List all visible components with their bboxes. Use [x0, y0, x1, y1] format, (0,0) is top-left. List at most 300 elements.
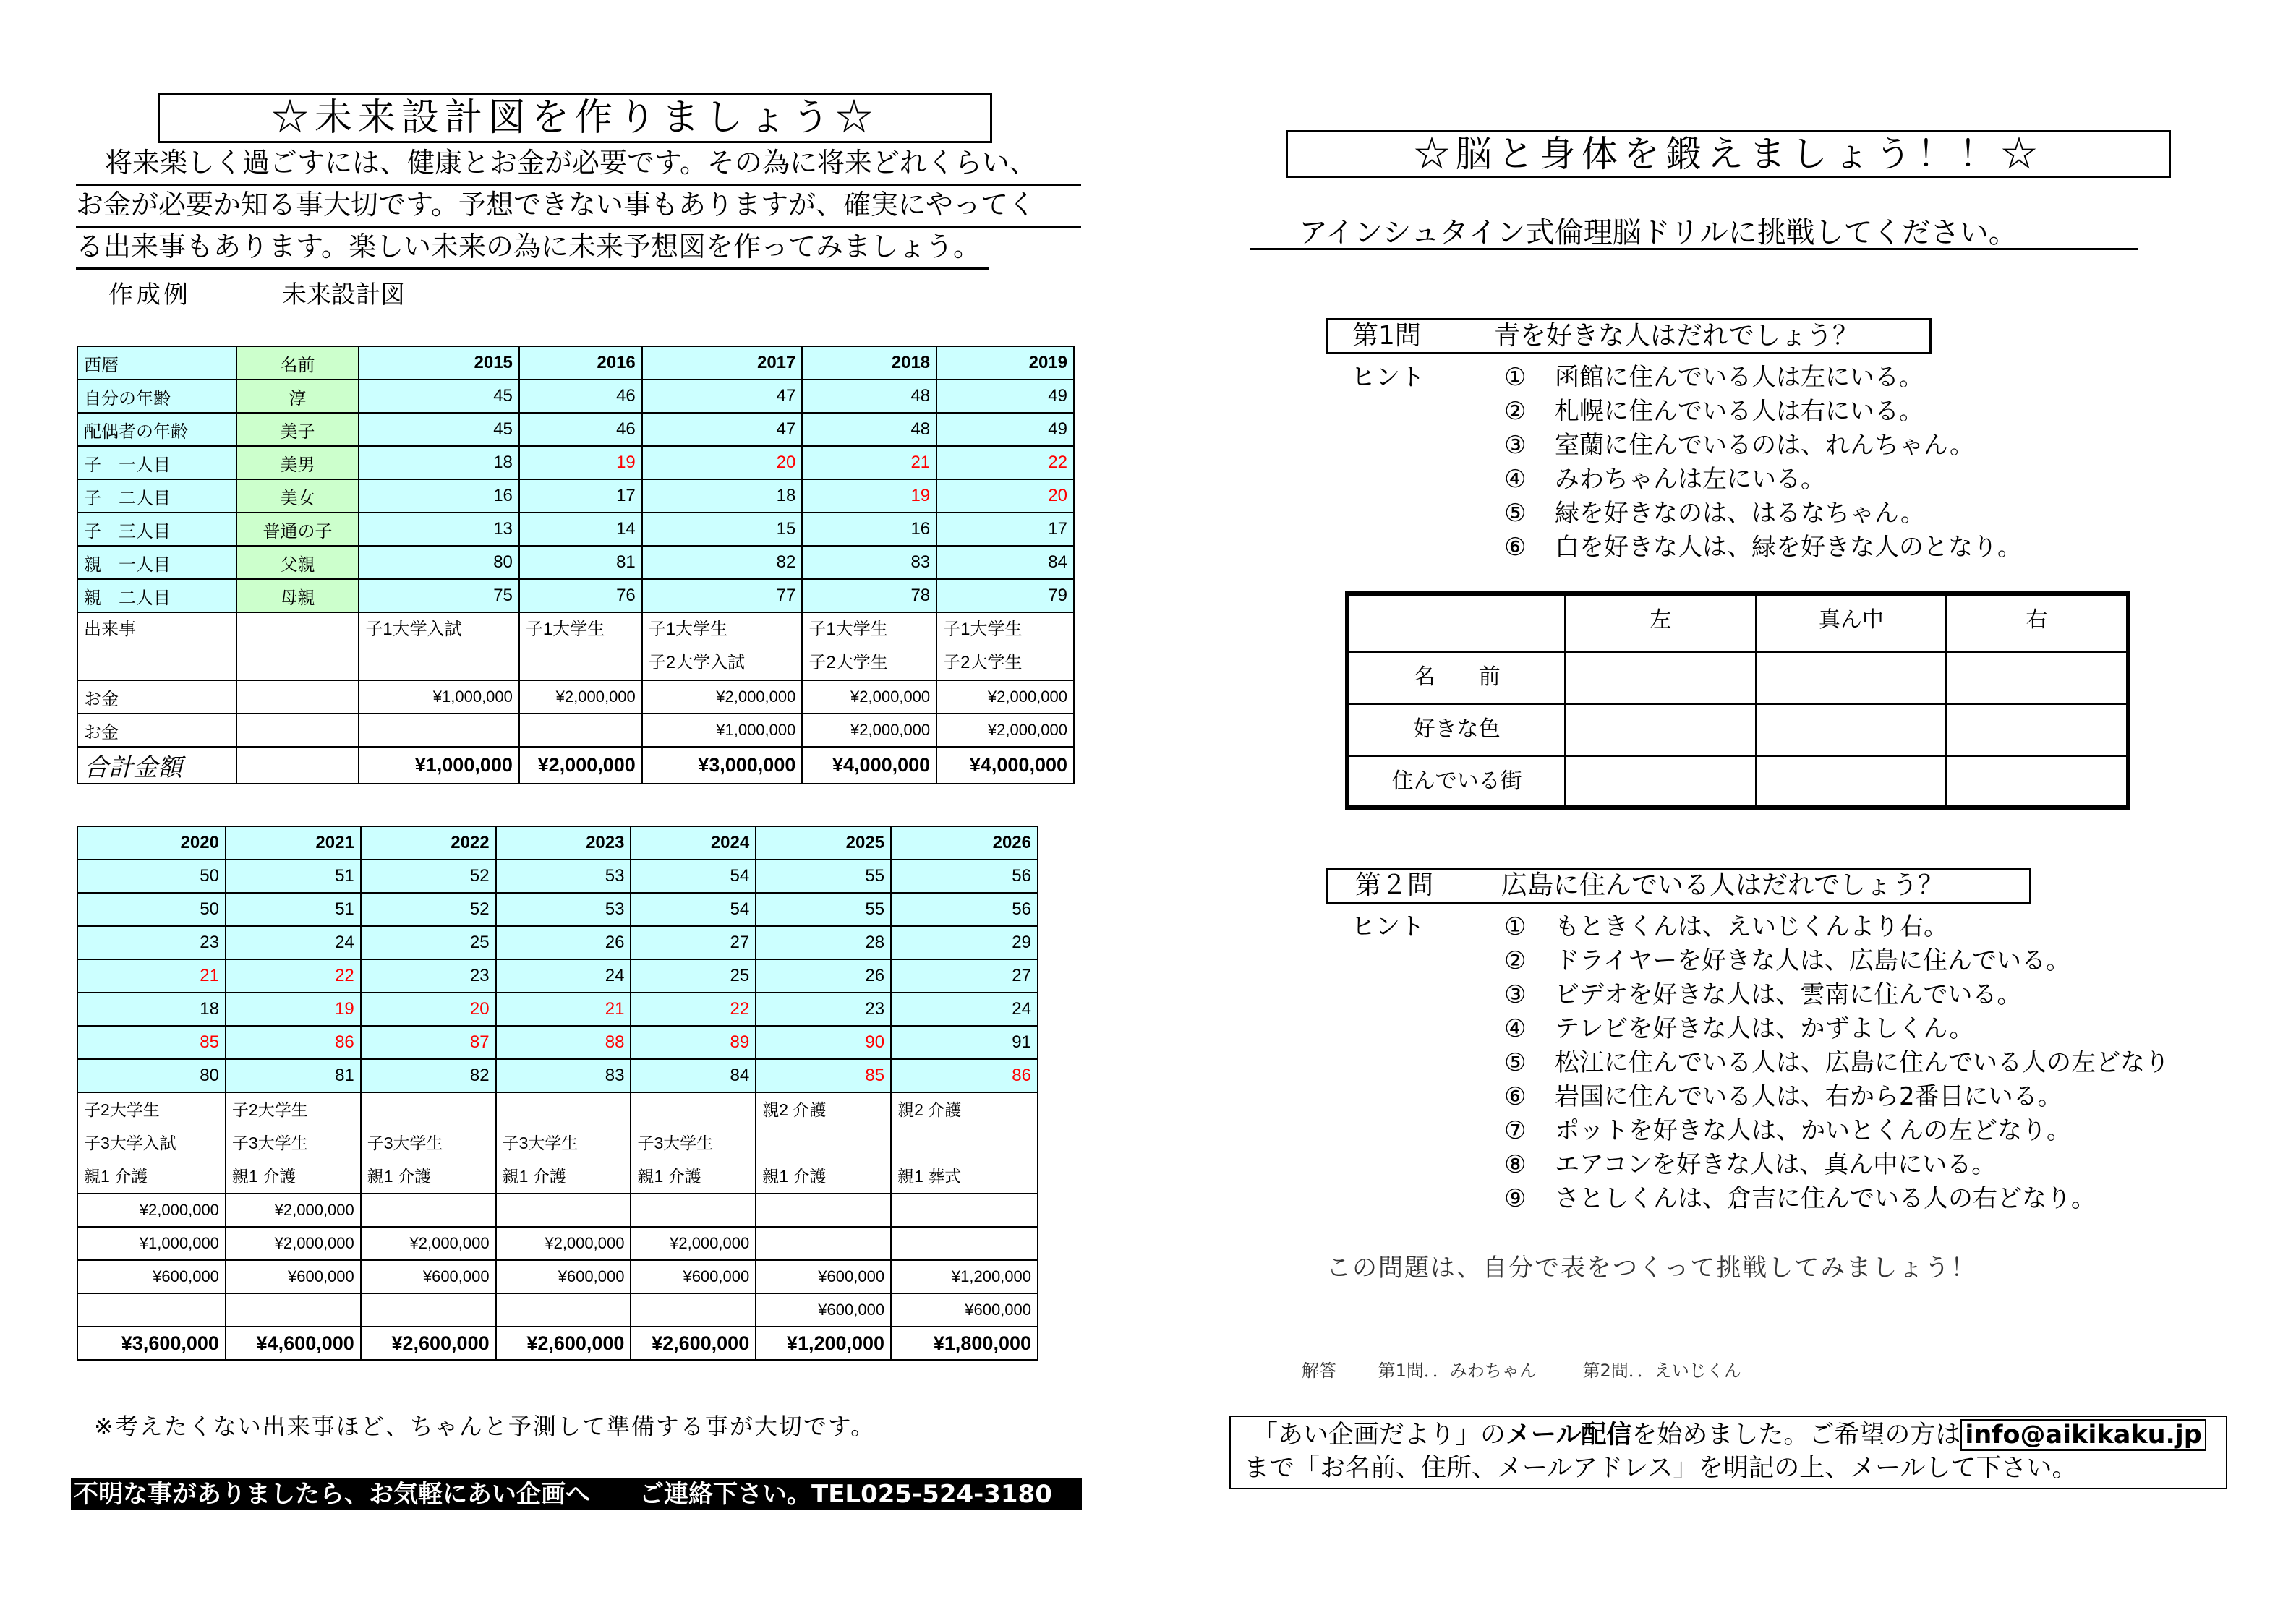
header-cell: 2017: [642, 346, 803, 380]
answer-label: 解答: [1302, 1361, 1336, 1381]
table-header-row: [77, 826, 1038, 860]
age-cell: 82: [361, 1059, 496, 1092]
hint-number: ⑥: [1504, 533, 1527, 562]
hint-number: ⑤: [1504, 499, 1527, 528]
age-cell: 56: [891, 893, 1038, 926]
money-cell: [226, 1293, 361, 1327]
money-cell: ¥2,000,000: [226, 1194, 361, 1227]
money-cell: ¥600,000: [226, 1260, 361, 1293]
money-cell: ¥600,000: [756, 1293, 891, 1327]
answer-line: [1302, 1356, 1741, 1382]
age-cell: 27: [631, 926, 756, 959]
hint-item: [1504, 907, 1948, 942]
money-cell: ¥2,000,000: [226, 1227, 361, 1260]
hint-item: [1504, 391, 1924, 427]
money-cell: [496, 1194, 631, 1227]
money-cell: ¥2,000,000: [802, 680, 936, 714]
intro-line-2: お金が必要か知る事大切です。予想できない事もありますが、確実にやってく: [76, 184, 1081, 228]
mail-email[interactable]: info@aikikaku.jp: [1960, 1419, 2206, 1451]
total-cell: ¥1,800,000: [891, 1327, 1038, 1360]
age-cell: 76: [519, 579, 642, 612]
grid-answer-cell[interactable]: [1566, 703, 1756, 755]
q1-hint-label: ヒント: [1351, 363, 1425, 392]
age-cell: 49: [936, 380, 1074, 413]
age-cell: 17: [519, 479, 642, 513]
hint-text: さとしくんは、倉吉に住んでいる人の右どなり。: [1555, 1184, 2096, 1213]
example-title: 未来設計図: [282, 281, 405, 309]
left-title: ☆未来設計図を作りましょう☆: [158, 93, 992, 143]
answer-grid: [1345, 591, 2130, 810]
mail-line-1: [1252, 1418, 2226, 1452]
money-cell: ¥2,000,000: [77, 1194, 226, 1227]
money-cell: ¥2,000,000: [936, 714, 1074, 747]
hint-item: [1504, 941, 2070, 976]
event-cell: 子2大学生 子3大学入試 親1 介護: [77, 1092, 226, 1194]
money-cell: ¥600,000: [77, 1260, 226, 1293]
total-cell: ¥1,200,000: [756, 1327, 891, 1360]
age-cell: 77: [642, 579, 803, 612]
age-cell: 48: [802, 413, 936, 446]
table-row: [77, 1026, 1038, 1059]
grid-answer-cell[interactable]: [1756, 703, 1946, 755]
answer-q1: 第1問．．みわちゃん: [1378, 1361, 1537, 1381]
event-cell: 子3大学生 親1 介護: [631, 1092, 756, 1194]
money-cell: ¥1,200,000: [891, 1260, 1038, 1293]
hint-item: [1504, 1178, 2096, 1214]
table-row: [77, 513, 1074, 546]
row-label: 子 三人目: [77, 513, 236, 546]
event-cell: 親2 介護 親1 葬式: [891, 1092, 1038, 1194]
mail-pre: 「あい企画だより」の: [1252, 1421, 1506, 1449]
q2-hint-label: ヒント: [1351, 912, 1425, 941]
hint-text: 松江に住んでいる人は、広島に住んでいる人の左どなり: [1555, 1048, 2169, 1077]
money-cell: ¥1,000,000: [642, 714, 803, 747]
money-row: [77, 1260, 1038, 1293]
age-cell: 45: [359, 380, 519, 413]
events-row: [77, 612, 1074, 680]
money-cell: [891, 1194, 1038, 1227]
total-cell: ¥3,600,000: [77, 1327, 226, 1360]
age-cell: 23: [77, 926, 226, 959]
age-cell: 19: [226, 993, 361, 1026]
money-cell: ¥600,000: [631, 1260, 756, 1293]
age-cell: 48: [802, 380, 936, 413]
hint-item: [1504, 1110, 2071, 1146]
header-cell: 西暦: [77, 346, 236, 380]
header-cell: 2016: [519, 346, 642, 380]
header-cell: 2025: [756, 826, 891, 860]
hint-text: 緑を好きなのは、はるなちゃん。: [1555, 499, 1926, 528]
event-cell: 子1大学生 子2大学生: [936, 612, 1074, 680]
age-cell: 26: [756, 959, 891, 993]
total-cell: ¥4,000,000: [802, 747, 936, 784]
age-cell: 54: [631, 860, 756, 893]
hint-text: エアコンを好きな人は、真ん中にいる。: [1555, 1150, 1997, 1179]
money-cell: [631, 1293, 756, 1327]
hint-item: [1504, 1144, 1996, 1180]
total-cell: ¥3,000,000: [642, 747, 803, 784]
age-cell: 29: [891, 926, 1038, 959]
age-cell: 20: [936, 479, 1074, 513]
money-empty: [236, 680, 359, 714]
age-cell: 22: [226, 959, 361, 993]
money-row: [77, 1194, 1038, 1227]
age-cell: 26: [496, 926, 631, 959]
hint-number: ④: [1504, 465, 1527, 494]
mail-box: [1229, 1416, 2227, 1489]
row-name: 母親: [236, 579, 359, 612]
challenge-text: この問題は、自分で表をつくって挑戦してみましょう！: [1326, 1254, 1977, 1282]
money-empty: [236, 714, 359, 747]
event-cell: 子3大学生 親1 介護: [496, 1092, 631, 1194]
event-cell: 子3大学生 親1 介護: [361, 1092, 496, 1194]
header-cell: 2015: [359, 346, 519, 380]
age-cell: 16: [359, 479, 519, 513]
hint-number: ⑦: [1504, 1116, 1527, 1145]
event-cell: 子1大学生 子2大学生: [802, 612, 936, 680]
age-cell: 50: [77, 860, 226, 893]
money-cell: ¥600,000: [891, 1293, 1038, 1327]
row-label: 子 二人目: [77, 479, 236, 513]
hint-text: ドライヤーを好きな人は、広島に住んでいる。: [1555, 946, 2070, 975]
hint-number: ⑥: [1504, 1082, 1527, 1111]
table-row: [77, 413, 1074, 446]
money-cell: ¥2,000,000: [642, 680, 803, 714]
age-cell: 46: [519, 413, 642, 446]
age-cell: 14: [519, 513, 642, 546]
mail-mid: を始めました。ご希望の方は: [1631, 1421, 1961, 1449]
grid-row: [1347, 651, 2128, 703]
header-cell: 2026: [891, 826, 1038, 860]
age-cell: 21: [77, 959, 226, 993]
age-cell: 18: [77, 993, 226, 1026]
hint-text: ポットを好きな人は、かいとくんの左どなり。: [1555, 1116, 2071, 1145]
age-cell: 27: [891, 959, 1038, 993]
example-label: 作成例: [108, 281, 191, 309]
q1-question: 青を好きな人はだれでしょう？: [1494, 321, 1859, 351]
event-cell: 子1大学生 子2大学入試: [642, 612, 803, 680]
age-cell: 54: [631, 893, 756, 926]
age-cell: 21: [802, 446, 936, 479]
money-label: お金: [77, 714, 236, 747]
money-cell: [361, 1293, 496, 1327]
events-empty: [236, 612, 359, 680]
q1-box: [1326, 318, 1932, 354]
row-label: 子 一人目: [77, 446, 236, 479]
age-cell: 85: [756, 1059, 891, 1092]
money-row: [77, 1293, 1038, 1327]
q2-question: 広島に住んでいる人はだれでしょう？: [1501, 870, 1945, 900]
age-cell: 45: [359, 413, 519, 446]
hint-text: 白を好きな人は、緑を好きな人のとなり。: [1555, 533, 2022, 562]
money-cell: ¥2,000,000: [496, 1227, 631, 1260]
age-cell: 25: [361, 926, 496, 959]
money-cell: ¥2,000,000: [631, 1227, 756, 1260]
hint-item: [1504, 975, 2021, 1010]
header-cell: 2019: [936, 346, 1074, 380]
total-cell: ¥4,000,000: [936, 747, 1074, 784]
age-cell: 13: [359, 513, 519, 546]
money-cell: [756, 1194, 891, 1227]
hint-number: ③: [1504, 980, 1527, 1009]
hint-number: ⑨: [1504, 1184, 1527, 1213]
age-cell: 51: [226, 893, 361, 926]
age-cell: 25: [631, 959, 756, 993]
money-cell: [361, 1194, 496, 1227]
table-row: [77, 446, 1074, 479]
grid-row-label: 名 前: [1347, 651, 1566, 703]
q1-label: 第1問: [1352, 321, 1421, 351]
grid-answer-cell[interactable]: [1756, 755, 1946, 808]
hint-number: ⑤: [1504, 1048, 1527, 1077]
event-cell: 親2 介護 親1 介護: [756, 1092, 891, 1194]
age-cell: 79: [936, 579, 1074, 612]
age-cell: 91: [891, 1026, 1038, 1059]
grid-corner: [1347, 594, 1566, 651]
table-row: [77, 926, 1038, 959]
age-cell: 75: [359, 579, 519, 612]
age-cell: 15: [642, 513, 803, 546]
row-name: 父親: [236, 546, 359, 579]
age-cell: 89: [631, 1026, 756, 1059]
age-cell: 81: [226, 1059, 361, 1092]
age-cell: 80: [359, 546, 519, 579]
age-cell: 24: [496, 959, 631, 993]
money-cell: [891, 1227, 1038, 1260]
age-cell: 81: [519, 546, 642, 579]
event-cell: 子1大学入試: [359, 612, 519, 680]
money-cell: [756, 1227, 891, 1260]
age-cell: 19: [802, 479, 936, 513]
age-cell: 23: [361, 959, 496, 993]
table-header-row: [77, 346, 1074, 380]
header-cell: 名前: [236, 346, 359, 380]
age-cell: 21: [496, 993, 631, 1026]
hint-number: ②: [1504, 946, 1527, 975]
table-row: [77, 579, 1074, 612]
events-row: [77, 1092, 1038, 1194]
age-cell: 87: [361, 1026, 496, 1059]
age-cell: 20: [642, 446, 803, 479]
hint-number: ④: [1504, 1014, 1527, 1043]
grid-answer-cell[interactable]: [1566, 755, 1756, 808]
age-cell: 50: [77, 893, 226, 926]
contact-bar: [71, 1478, 1082, 1510]
row-name: 普通の子: [236, 513, 359, 546]
total-cell: ¥2,000,000: [519, 747, 642, 784]
money-row: [77, 714, 1074, 747]
header-cell: 2024: [631, 826, 756, 860]
age-cell: 80: [77, 1059, 226, 1092]
table-row: [77, 546, 1074, 579]
age-cell: 18: [359, 446, 519, 479]
age-cell: 90: [756, 1026, 891, 1059]
hint-item: [1504, 357, 1924, 393]
grid-row-label: 住んでいる街: [1347, 755, 1566, 808]
age-cell: 53: [496, 860, 631, 893]
answer-q2: 第2問．．えいじくん: [1582, 1361, 1741, 1381]
header-cell: 2022: [361, 826, 496, 860]
age-cell: 84: [936, 546, 1074, 579]
hint-number: ③: [1504, 431, 1527, 460]
money-label: お金: [77, 680, 236, 714]
age-cell: 22: [936, 446, 1074, 479]
hint-text: テレビを好きな人は、かずよしくん。: [1555, 1014, 1974, 1043]
age-cell: 47: [642, 380, 803, 413]
age-cell: 52: [361, 893, 496, 926]
age-cell: 86: [891, 1059, 1038, 1092]
row-label: 配偶者の年齢: [77, 413, 236, 446]
age-cell: 22: [631, 993, 756, 1026]
money-cell: ¥600,000: [361, 1260, 496, 1293]
total-cell: ¥2,600,000: [496, 1327, 631, 1360]
hint-item: [1504, 1009, 1973, 1044]
grid-row-label: 好きな色: [1347, 703, 1566, 755]
grid-answer-cell[interactable]: [1947, 755, 2128, 808]
grid-header-row: [1347, 594, 2128, 651]
total-row: [77, 1327, 1038, 1360]
grid-col-header: 右: [1947, 594, 2128, 651]
hint-number: ⑧: [1504, 1150, 1527, 1179]
grid-row: [1347, 755, 2128, 808]
hint-text: もときくんは、えいじくんより右。: [1555, 912, 1948, 941]
money-cell: ¥2,000,000: [519, 680, 642, 714]
hint-item: [1504, 459, 1825, 494]
subtitle-text: アインシュタイン式倫理脳ドリルに挑戦してください。: [1299, 216, 2018, 249]
grid-col-header: 左: [1566, 594, 1756, 651]
hint-item: [1504, 1076, 2062, 1112]
row-label: 親 二人目: [77, 579, 236, 612]
hint-text: みわちゃんは左にいる。: [1555, 465, 1825, 494]
total-cell: ¥2,600,000: [361, 1327, 496, 1360]
grid-row: [1347, 703, 2128, 755]
hint-item: [1504, 1042, 2169, 1078]
total-label: 合計金額: [77, 747, 236, 784]
hint-number: ①: [1504, 363, 1527, 392]
row-label: 自分の年齢: [77, 380, 236, 413]
future-table-2020-2026: [77, 826, 1038, 1361]
age-cell: 56: [891, 860, 1038, 893]
money-cell: [359, 714, 519, 747]
events-label: 出来事: [77, 612, 236, 680]
hint-text: 室蘭に住んでいるのは、れんちゃん。: [1555, 431, 1975, 460]
age-cell: 78: [802, 579, 936, 612]
age-cell: 84: [631, 1059, 756, 1092]
total-row: [77, 747, 1074, 784]
hint-text: 函館に住んでいる人は左にいる。: [1555, 363, 1924, 392]
intro-line-3: る出来事もあります。楽しい未来の為に未来予想図を作ってみましょう。: [76, 226, 989, 270]
row-name: 淳: [236, 380, 359, 413]
grid-answer-cell[interactable]: [1756, 651, 1946, 703]
row-name: 美子: [236, 413, 359, 446]
hint-number: ①: [1504, 912, 1527, 941]
header-cell: 2020: [77, 826, 226, 860]
mail-line-2: まで「お名前、住所、メールアドレス」を明記の上、メールして下さい。: [1244, 1454, 2078, 1483]
hint-item: [1504, 425, 1974, 461]
hint-text: 岩国に住んでいる人は、右から2番目にいる。: [1555, 1082, 2062, 1111]
money-cell: [77, 1293, 226, 1327]
age-cell: 88: [496, 1026, 631, 1059]
note-text: ※考えたくない出来事ほど、ちゃんと予測して準備する事が大切です。: [94, 1413, 876, 1440]
hint-text: 札幌に住んでいる人は右にいる。: [1555, 397, 1924, 426]
q2-box: [1326, 868, 2031, 904]
total-empty: [236, 747, 359, 784]
total-cell: ¥1,000,000: [359, 747, 519, 784]
row-name: 美女: [236, 479, 359, 513]
total-cell: ¥2,600,000: [631, 1327, 756, 1360]
money-cell: ¥600,000: [756, 1260, 891, 1293]
money-cell: ¥1,000,000: [359, 680, 519, 714]
money-cell: [496, 1293, 631, 1327]
money-cell: [519, 714, 642, 747]
age-cell: 51: [226, 860, 361, 893]
hint-number: ②: [1504, 397, 1527, 426]
contact-text: 不明な事がありましたら、お気軽にあい企画へ ご連絡下さい。TEL025-524-3180: [74, 1480, 1052, 1509]
grid-answer-cell[interactable]: [1947, 651, 2128, 703]
header-cell: 2021: [226, 826, 361, 860]
table-row: [77, 959, 1038, 993]
age-cell: 20: [361, 993, 496, 1026]
money-cell: ¥2,000,000: [361, 1227, 496, 1260]
future-table-2015-2019: [77, 346, 1075, 784]
age-cell: 24: [226, 926, 361, 959]
hint-item: [1504, 493, 1925, 528]
table-row: [77, 1059, 1038, 1092]
age-cell: 16: [802, 513, 936, 546]
age-cell: 23: [756, 993, 891, 1026]
age-cell: 86: [226, 1026, 361, 1059]
money-row: [77, 680, 1074, 714]
grid-col-header: 真ん中: [1756, 594, 1946, 651]
table-row: [77, 993, 1038, 1026]
table-row: [77, 479, 1074, 513]
right-title: ☆脳と身体を鍛えましょう！！☆: [1286, 130, 2171, 178]
hint-item: [1504, 527, 2022, 562]
header-cell: 2018: [802, 346, 936, 380]
age-cell: 46: [519, 380, 642, 413]
age-cell: 47: [642, 413, 803, 446]
row-label: 親 一人目: [77, 546, 236, 579]
age-cell: 49: [936, 413, 1074, 446]
event-cell: 子2大学生 子3大学生 親1 介護: [226, 1092, 361, 1194]
mail-bold: メール配信: [1506, 1421, 1632, 1449]
money-cell: ¥2,000,000: [802, 714, 936, 747]
header-cell: 2023: [496, 826, 631, 860]
age-cell: 52: [361, 860, 496, 893]
age-cell: 18: [642, 479, 803, 513]
money-cell: ¥600,000: [496, 1260, 631, 1293]
table-row: [77, 380, 1074, 413]
intro-line-1: 将来楽しく過ごすには、健康とお金が必要です。その為に将来どれくらい、: [76, 142, 1081, 186]
age-cell: 85: [77, 1026, 226, 1059]
q2-label: 第２問: [1355, 870, 1434, 900]
money-cell: ¥2,000,000: [936, 680, 1074, 714]
table-row: [77, 893, 1038, 926]
age-cell: 17: [936, 513, 1074, 546]
money-cell: [631, 1194, 756, 1227]
money-row: [77, 1227, 1038, 1260]
age-cell: 55: [756, 860, 891, 893]
age-cell: 83: [802, 546, 936, 579]
grid-answer-cell[interactable]: [1566, 651, 1756, 703]
event-cell: 子1大学生: [519, 612, 642, 680]
right-subtitle: [1250, 210, 2138, 250]
age-cell: 82: [642, 546, 803, 579]
money-cell: ¥1,000,000: [77, 1227, 226, 1260]
age-cell: 83: [496, 1059, 631, 1092]
grid-answer-cell[interactable]: [1947, 703, 2128, 755]
hint-text: ビデオを好きな人は、雲南に住んでいる。: [1555, 980, 2022, 1009]
